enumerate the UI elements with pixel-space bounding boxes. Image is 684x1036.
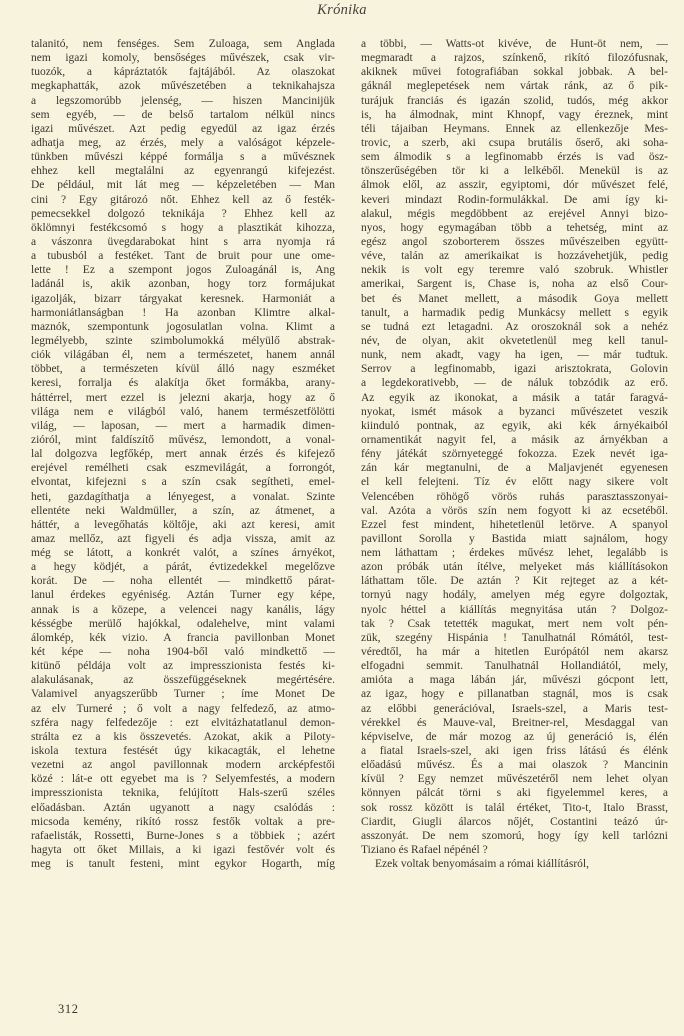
- text-line: nyos, hogy egymagában több a tehetség, mint az: [361, 221, 668, 234]
- text-line: tak ? Csak tetették magukat, mert nem volt pén-: [361, 617, 668, 630]
- text-line: talanitó, nem fenséges. Sem Zuloaga, sem Anglada: [31, 38, 335, 50]
- text-line: amerikai, Sargent is, Chase is, noha az első Cour-: [361, 278, 668, 291]
- text-line: egész angol szoborterem összes művészeiben együtt-: [361, 235, 668, 248]
- text-line: adhatja meg, az érzés, mely a valóságot képzele-: [31, 136, 335, 149]
- text-line: két képe — noha 1904-ből való mindkettő —: [31, 646, 335, 659]
- text-line: annak is a közepe, a velencei nagy kanális, lágy: [31, 603, 335, 616]
- text-line: el kell felejteni. Tíz év előtt nagy sikere volt: [361, 476, 668, 489]
- text-line: az előbbi generációval, Israels-szel, a Maris test-: [361, 702, 668, 715]
- text-line: álmok elől, az asszir, egyiptomi, dór művészet felé,: [361, 179, 668, 192]
- text-line: téli tájaiban Heymans. Ennek az ellenkezője Mes-: [361, 122, 668, 135]
- text-line: lal dolgozva legfőkép, mert annak érzés és kifejező: [31, 448, 335, 461]
- text-line: öklömnyi festékcsomó s hogy a plasztikát kihozza,: [31, 221, 335, 234]
- text-line: Az egyik az ikonokat, a másik a tatár faragvá-: [361, 391, 668, 404]
- text-line: rafaelisták, Rossetti, Burne-Jones s a többiek ; azért: [31, 829, 335, 842]
- running-head-title: Krónika: [317, 2, 367, 18]
- text-line: nem igazi komoly, bensőséges művészek, csak vir-: [31, 52, 335, 65]
- text-line: lette ! Ez a szempont jogos Zuloagánál is, Ang: [31, 264, 335, 277]
- text-line: akiknek művei fotografiában sokkal jobbak. A bel-: [361, 66, 668, 79]
- text-line: amióta a maga lábán jár, művészi gócpont lett,: [361, 674, 668, 687]
- text-line: megmaradt a rajzos, színkenő, rikító filozófusnak,: [361, 52, 668, 65]
- text-line: elfogadni semmit. Tanulhatnál Hollandiától, mely,: [361, 660, 668, 673]
- text-line: közé : lát-e ott egyebet ma is ? Selyemfestés, a modern: [31, 773, 335, 786]
- text-line: val. Azóta a vörös szín nem fogyott ki az ecsetéből.: [361, 504, 668, 517]
- text-line: többet, a természeten kívül álló nagy eszméket: [31, 363, 335, 376]
- text-line: lanul érdekes egyéniség. Aztán Turner egy képe,: [31, 589, 335, 602]
- text-line: nekik is volt egy teremre való szobruk. Whistler: [361, 264, 668, 277]
- text-line: késségbe merülő hajókkal, odalehelve, mint valami: [31, 617, 335, 630]
- text-line: tanult, a harmadik pedig Munkácsy mellett s egyik: [361, 306, 668, 319]
- text-line: Ciardit, Giugli álarcos nőjét, Costantini teázó úr-: [361, 815, 668, 828]
- text-line: előadású művész. És a mai olaszok ? Mancinin: [361, 759, 668, 772]
- text-line: amaz mellőz, azt figyeli és adja vissza, amit az: [31, 532, 335, 545]
- text-line: strálta ez a kis összevetés. Azokat, akik a Piloty-: [31, 730, 335, 743]
- text-line: se tudná ezt letagadni. Az oroszoknál sok a nehéz: [361, 320, 668, 333]
- text-line: álomkép, kék vizio. A francia pavillonban Monet: [31, 631, 335, 644]
- text-line: tuozók, a kápráztatók fajtájából. Az olaszokat: [31, 66, 335, 79]
- text-line: név, de olyan, akit okvetetlenül meg kell tanul-: [361, 334, 668, 347]
- text-line: még se látott, a konkrét valót, a színes árnyékot,: [31, 547, 335, 560]
- text-line: hagyta ott őket Millais, a ki igazi festővér volt és: [31, 844, 335, 857]
- text-line: Valamivel anyagszerűbb Turner ; íme Monet De: [31, 688, 335, 701]
- text-line: keveri mindazt Rodin-formulákkal. De ami így ki-: [361, 193, 668, 206]
- text-line: cini ? Egy gitározó nőt. Ehhez kell az ő festék-: [31, 193, 335, 206]
- text-line: a legszomorúbb jelenség, — hiszen Mancinijük: [31, 94, 335, 107]
- text-line: véve, talán az amerikaikat is hozzávehetjük, pedig: [361, 250, 668, 263]
- text-line: véredtől, ha már a hitetlen Európától nem akarsz: [361, 646, 668, 659]
- text-line: kitünő példája volt az impresszionista festés ki-: [31, 660, 335, 673]
- text-line: ehhez kell megtalálni az egyenrangú kifejezést.: [31, 165, 335, 178]
- text-line: a többi, — Watts-ot kivéve, de Hunt-öt nem, —: [361, 38, 668, 50]
- text-line: tünkben művészi képpé formálja s a művésznek: [31, 151, 335, 164]
- text-line: sok rossz között is talál értéket, Tito-t, Italo Brasst,: [361, 801, 668, 814]
- text-line: azon próbák után ítélve, melyeket más kiállításokon: [361, 561, 668, 574]
- text-line: képviselve, de már mozog az új generáció is, élén: [361, 730, 668, 743]
- text-line: nunk, nem akadt, vagy ha igen, — már tudtuk.: [361, 349, 668, 362]
- text-line: ladánál is, akik azonban, hogy torz formájukat: [31, 278, 335, 291]
- page-number: 312: [58, 1002, 79, 1016]
- text-line: pemecsekkel dolgozó teknikája ? Ehhez kell az: [31, 207, 335, 220]
- text-line: nyokat, ismét mások a byzanci művészetet veszik: [361, 405, 668, 418]
- text-line: háttérrel, mert ezzel is jelezni akarja, hogy az ő: [31, 391, 335, 404]
- text-line: Velencében röhögő vörös ruhás parasztasszonyai-: [361, 490, 668, 503]
- text-line: Ezek voltak benyomásaim a római kiállításról,: [375, 858, 589, 871]
- text-line: heti, gazdagíthatja a lényegest, a vonalat. Szinte: [31, 490, 335, 503]
- text-line: láthattam tőle. De aztán ? Kit rejteget az a két-: [361, 575, 668, 588]
- text-line: De például, mit lát meg — képzeletében — Man: [31, 179, 335, 192]
- text-line: alakul, mégis megdöbbent az erejével Annyi bizo-: [361, 207, 668, 220]
- text-line: zük, szegény Hispánia ! Tanulhatnál Rómától, test-: [361, 631, 668, 644]
- text-line: világa nem e világból való, hanem természetfölötti: [31, 405, 335, 418]
- text-line: a fiatal Israels-szel, aki igen friss látású és élénk: [361, 745, 668, 758]
- text-line: ornamentikát nagyit fel, a másik az árnyékban a: [361, 433, 668, 446]
- text-line: tönszerűségében tör ki a lelkéből. Menekül is az: [361, 165, 668, 178]
- text-line: kiinduló pontnak, az egyik, aki kék árnyékaiból: [361, 419, 668, 432]
- text-line: Ezzel fest mindent, hihetetlenül letörve. A spanyol: [361, 518, 668, 531]
- text-line: korát. De — noha ellentét — mindkettő párat-: [31, 575, 335, 588]
- text-line: meg is tanult festeni, mint egykor Hogarth, míg: [31, 858, 335, 871]
- text-line: kívül ? Egy nemzet művészetéről nem lehet olyan: [361, 773, 668, 786]
- text-line: legmélyebb, szinte szimbolumokká mélyülő abstrak-: [31, 334, 335, 347]
- text-line: bet és Manet mellett, a második Goya mellett: [361, 292, 668, 305]
- text-line: megkaphatták, azok művészetében a teknikahajsza: [31, 80, 335, 93]
- text-line: az igaz, hogy e pillanatban stagnál, mos is csak: [361, 688, 668, 701]
- text-line: Tiziano és Rafael népénél ?: [361, 844, 488, 857]
- text-line: trovic, a szerb, aki csupa brutális őserő, aki soha-: [361, 136, 668, 149]
- text-line: asszonyát. De nem szomorú, hogy így kell tarlózni: [361, 829, 668, 842]
- text-line: zán kár megtanulni, de a Maljavjenét egyenesen: [361, 462, 668, 475]
- left-text-column: [31, 37, 335, 871]
- text-line: nem láthattam ; érdekes művész lehet, legalább is: [361, 547, 668, 560]
- text-line: alakulásanak, az összefüggéseknek megértésére.: [31, 674, 335, 687]
- text-line: erejével remélheti csak eszmevilágát, a forrongót,: [31, 462, 335, 475]
- text-line: micsoda kemény, rikító rossz festők voltak a pre-: [31, 815, 335, 828]
- text-line: igazolják, bizarr tárgyakat keresnek. Harmoniát a: [31, 292, 335, 305]
- text-line: sem álmodik s a legfinomabb érzés is vad ösz-: [361, 151, 668, 164]
- text-line: tornyú nagy hodály, amelyen még egyre dolgoztak,: [361, 589, 668, 602]
- text-line: a legdekorativebb, — de náluk tobzódik az erő.: [361, 377, 668, 390]
- text-line: Serrov a legfinomabb, igazi arisztokrata, Golovin: [361, 363, 668, 376]
- text-line: zióról, mint faldíszítő művész, lemondott, a vonal-: [31, 433, 335, 446]
- text-line: iskola textura festését úgy kikacagták, el lehetne: [31, 745, 335, 758]
- text-line: háttér, a levegőhatás költője, aki azt keresi, amit: [31, 518, 335, 531]
- text-line: impresszionista teknika, felújított Hals-szerű széles: [31, 787, 335, 800]
- text-line: maznók, szempontunk jogosulatlan volna. Klimt a: [31, 320, 335, 333]
- text-line: nyolc héttel a kiállítás megnyitása után ? Dolgoz-: [361, 603, 668, 616]
- text-line: előadásban. Aztán ugyanott a nagy csalódás :: [31, 801, 335, 814]
- text-line: vérekkel és Mauve-val, Breitner-rel, Mesdaggal van: [361, 716, 668, 729]
- text-line: elvontat, kifejezni s a szín csak segítheti, emel-: [31, 476, 335, 489]
- text-line: ciók világában él, nem a természetet, hanem annál: [31, 349, 335, 362]
- text-line: fény játékát szörnyeteggé fokozza. Ezek nevét iga-: [361, 448, 668, 461]
- text-line: igazi művészet. Azt pedig egyedül az igaz érzés: [31, 122, 335, 135]
- text-line: sem egyéb, — de belső tartalom nélkül nincs: [31, 108, 335, 121]
- text-line: harmoniátlanságban ! Ha azonban Klimtre alkal-: [31, 306, 335, 319]
- text-line: világ, — laposan, — mert a harmadik dimen-: [31, 419, 335, 432]
- text-line: ellentéte neki Waldmüller, a szín, az átmenet, a: [31, 504, 335, 517]
- right-text-column: [361, 37, 668, 871]
- text-line: a tubusból a festéket. Tant de bruit pour une ome-: [31, 250, 335, 263]
- text-line: pavillont Sorolla y Bastida miatt sajnálom, hogy: [361, 532, 668, 545]
- text-line: az elv Turneré ; ő volt a nagy felfedező, az atmo-: [31, 702, 335, 715]
- text-line: gáknál meglepetések nem vártak ránk, az ő pik-: [361, 80, 668, 93]
- text-line: szféra nagy felfedezője : ezt elvitázhatatlanul demon-: [31, 716, 335, 729]
- text-line: könnyen pálcát törni s aki figyelemmel keres, a: [361, 787, 668, 800]
- text-line: a vászonra üvegdarabokat hint s arra nyomja rá: [31, 235, 335, 248]
- text-line: turájuk franciás és igazán szolid, tudós, még akkor: [361, 94, 668, 107]
- text-line: a hegy ködjét, a párát, évtizedekkel megelőzve: [31, 561, 335, 574]
- text-line: vezetni az angol pavillonnak modern arcképfestői: [31, 759, 335, 772]
- text-line: is, ha álmodnak, mint Khnopf, vagy éreznek, mint: [361, 108, 668, 121]
- text-line: keresi, forralja és alakítja őket formákba, arany-: [31, 377, 335, 390]
